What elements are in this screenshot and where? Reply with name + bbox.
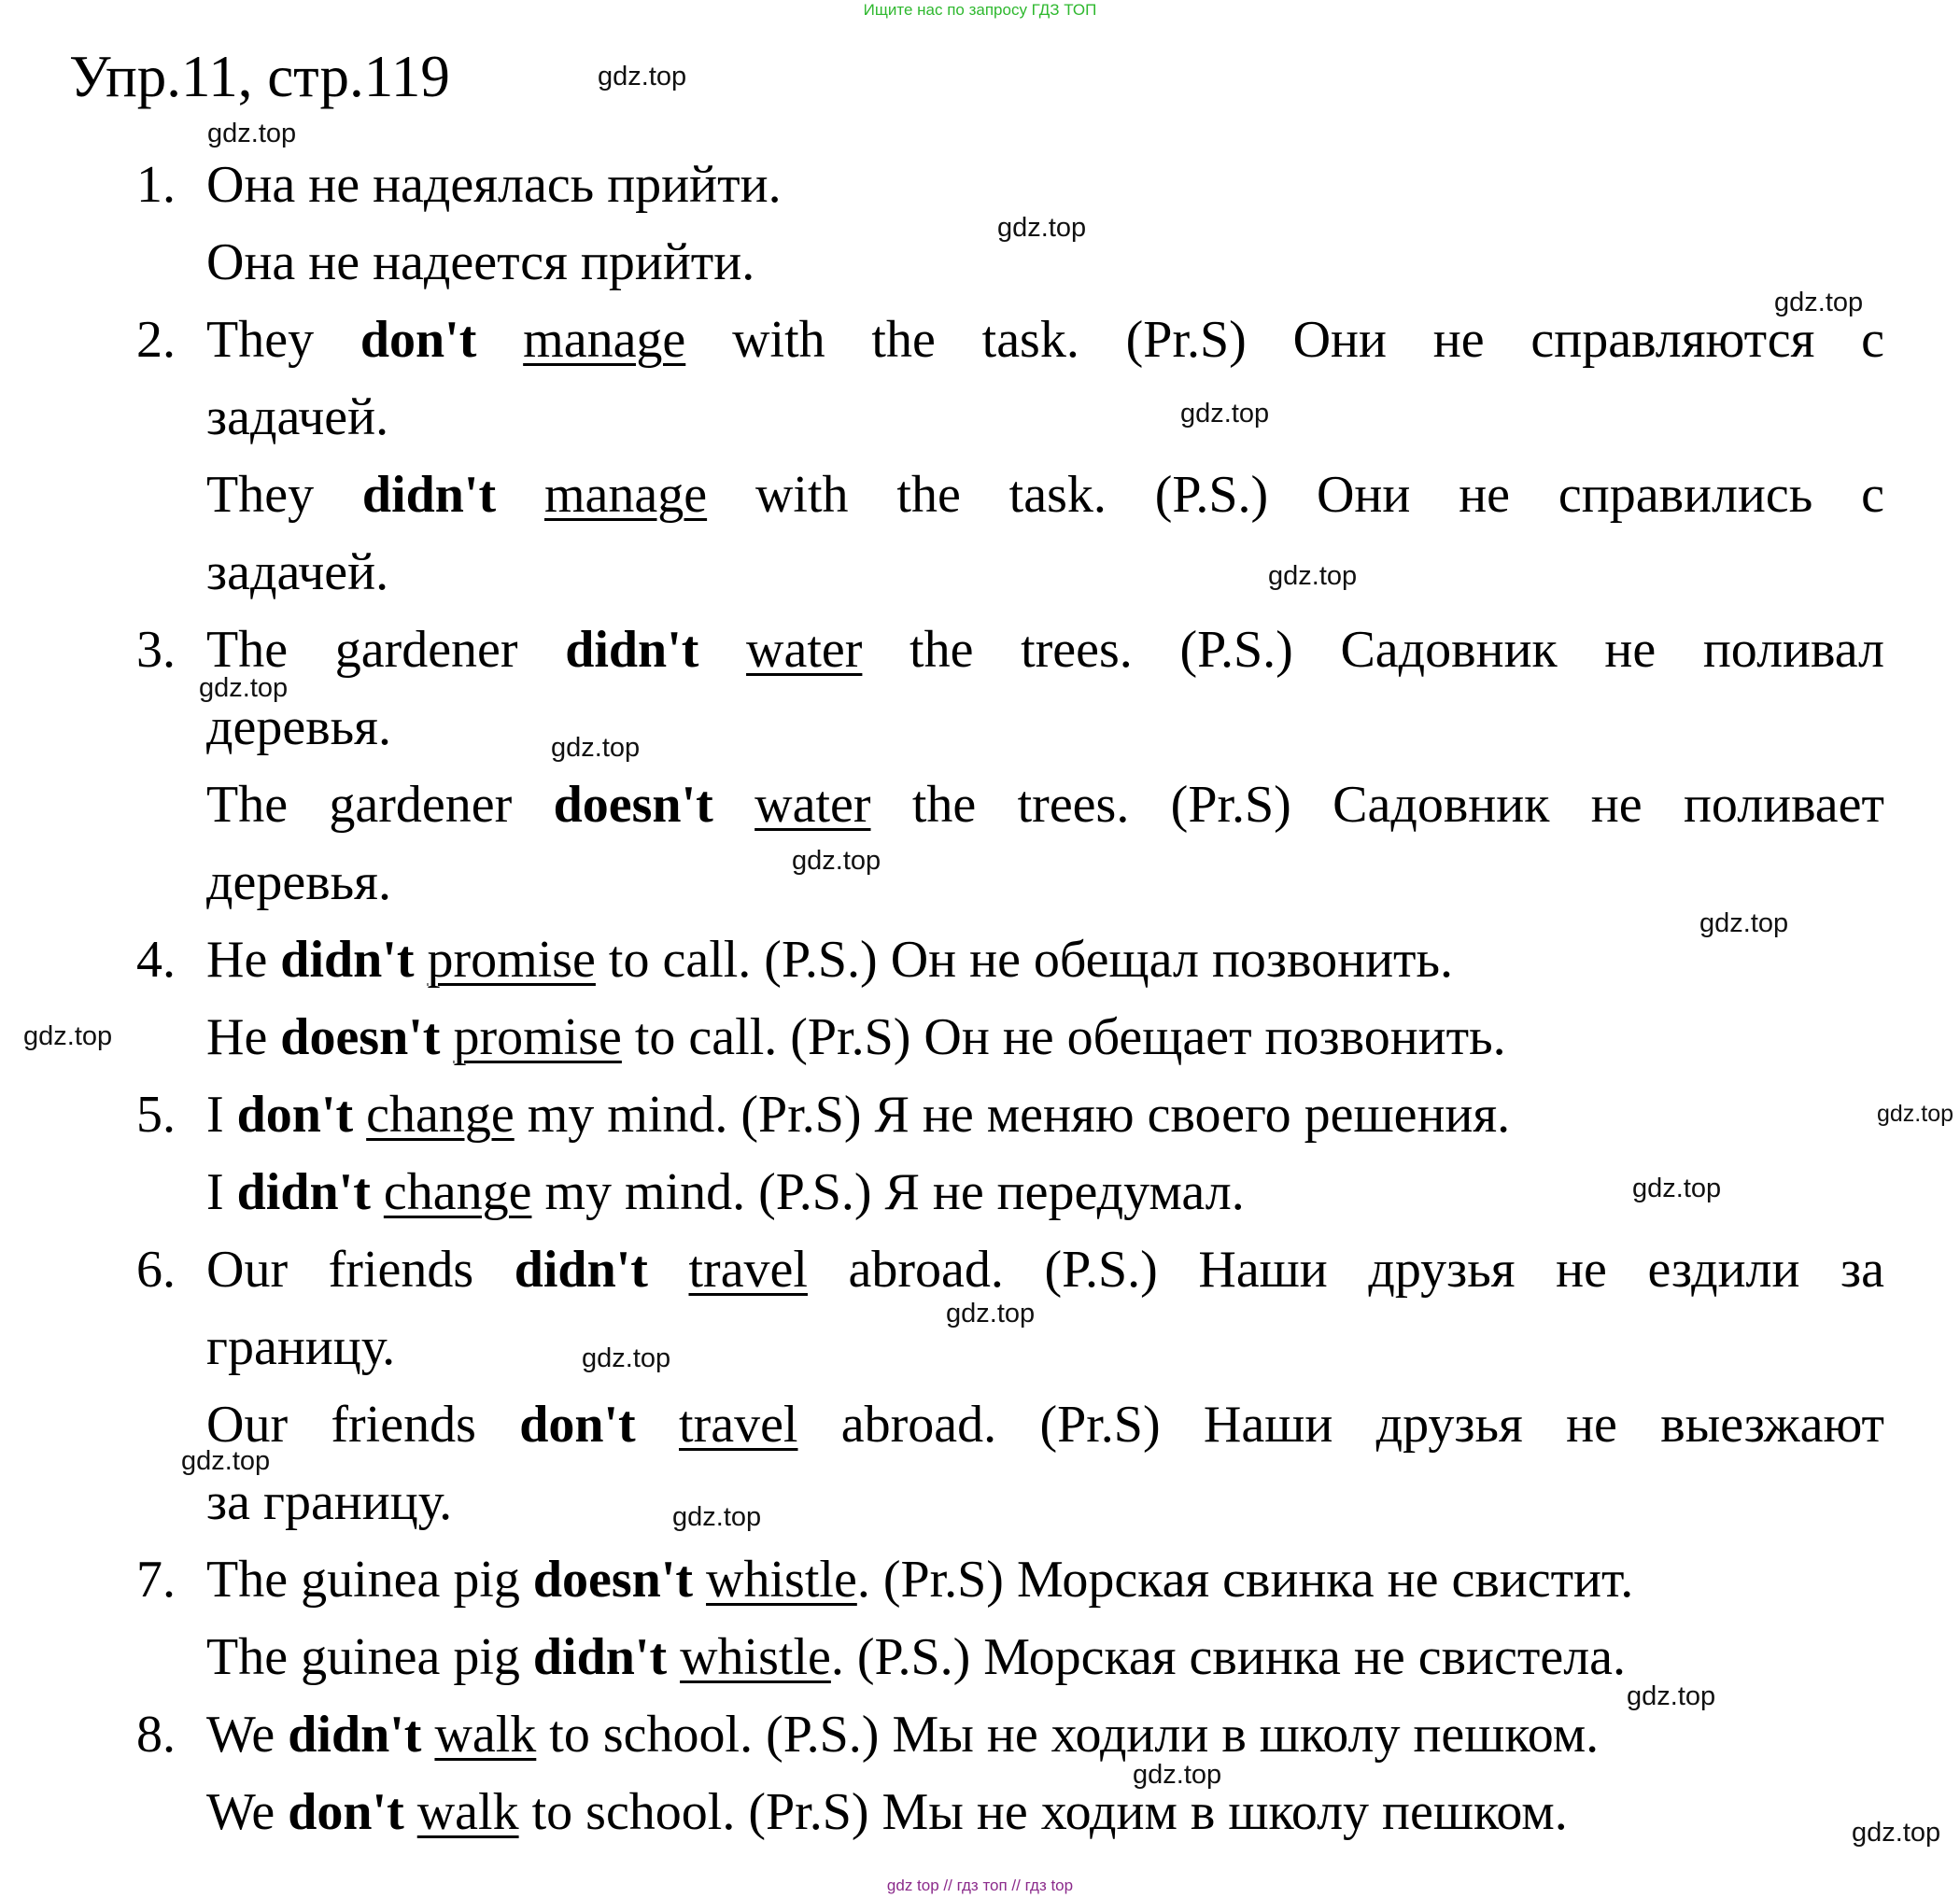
sentence-line	[206, 690, 1884, 765]
watermark: gdz.top	[946, 1299, 1036, 1329]
sentence-line	[206, 845, 1884, 920]
text-segment: He	[206, 931, 281, 989]
page-title: Упр.11, стр.119	[69, 44, 450, 109]
item-number: 3.	[136, 621, 176, 679]
text-segment	[496, 466, 544, 524]
main-verb: manage	[543, 466, 708, 524]
text-segment: The gardener	[206, 776, 554, 834]
sentence-line	[206, 767, 1884, 842]
auxiliary-verb: don't	[236, 1086, 354, 1144]
text-segment	[693, 1551, 706, 1609]
main-verb: walk	[416, 1783, 519, 1841]
text-segment: They	[206, 466, 362, 524]
text-segment: the trees. (Pr.S) Садовник не поливает	[870, 776, 1884, 834]
auxiliary-verb: don't	[519, 1396, 636, 1454]
main-verb: promise	[453, 1008, 622, 1066]
auxiliary-verb: doesn't	[280, 1008, 441, 1066]
text-segment: the trees. (P.S.) Садовник не поливал	[862, 621, 1884, 679]
auxiliary-verb: didn't	[532, 1628, 668, 1686]
main-verb: water	[754, 776, 871, 834]
text-segment: Our friends	[206, 1241, 515, 1299]
sentence-line	[206, 1310, 1884, 1385]
text-segment: We	[206, 1706, 289, 1764]
text-segment: границу.	[206, 1318, 396, 1376]
main-verb: travel	[679, 1396, 798, 1454]
watermark: gdz.top	[551, 733, 641, 763]
watermark: gdz.top	[207, 119, 297, 148]
text-segment: The guinea pig	[206, 1628, 533, 1686]
text-segment: . (Pr.S) Морская свинка не свистит.	[856, 1551, 1634, 1609]
text-segment: We	[206, 1783, 289, 1841]
text-segment: to school. (Pr.S) Мы не ходим в школу пешком.	[518, 1783, 1568, 1841]
sentence-line	[206, 612, 1884, 687]
text-segment	[476, 311, 523, 369]
watermark: gdz.top	[199, 673, 289, 703]
item-number: 7.	[136, 1551, 176, 1609]
main-verb: whistle	[706, 1551, 857, 1609]
text-segment: I	[206, 1086, 237, 1144]
sentence-line	[206, 922, 1884, 997]
text-segment: The guinea pig	[206, 1551, 533, 1609]
text-segment: with the task. (P.S.) Они не справились с	[707, 466, 1884, 524]
sentence-line	[206, 1232, 1884, 1307]
main-verb: travel	[688, 1241, 808, 1299]
main-verb: whistle	[680, 1628, 831, 1686]
text-segment	[648, 1241, 689, 1299]
watermark: gdz.top	[997, 213, 1087, 243]
watermark: gdz.top	[1774, 288, 1864, 317]
item-number: 4.	[136, 931, 176, 989]
watermark: gdz.top	[181, 1446, 271, 1476]
sentence-line	[206, 457, 1884, 532]
auxiliary-verb: didn't	[514, 1241, 648, 1299]
text-segment: задачей.	[206, 388, 389, 446]
watermark: gdz.top	[1627, 1681, 1716, 1711]
main-verb: manage	[523, 311, 686, 369]
text-segment: Она не надеется прийти.	[206, 233, 755, 291]
text-segment	[371, 1163, 384, 1221]
text-segment: деревья.	[206, 698, 391, 756]
text-segment: my mind. (Pr.S) Я не меняю своего решения.	[514, 1086, 1511, 1144]
text-segment: I	[206, 1163, 237, 1221]
sentence-line	[206, 1775, 1884, 1849]
main-verb: change	[366, 1086, 515, 1144]
auxiliary-verb: didn't	[236, 1163, 371, 1221]
watermark: gdz.top	[672, 1502, 762, 1532]
watermark: gdz.top	[1699, 908, 1789, 938]
watermark: gdz.top	[1877, 1101, 1954, 1127]
main-verb: promise	[427, 931, 596, 989]
sentence-line	[206, 302, 1884, 377]
watermark: gdz.top	[598, 62, 687, 91]
sentence-line	[206, 380, 1884, 455]
auxiliary-verb: didn't	[288, 1706, 422, 1764]
text-segment: Она не надеялась прийти.	[206, 156, 782, 214]
text-segment: my mind. (P.S.) Я не передумал.	[531, 1163, 1245, 1221]
item-number: 2.	[136, 311, 176, 369]
text-segment: задачей.	[206, 543, 389, 601]
auxiliary-verb: don't	[360, 311, 477, 369]
auxiliary-verb: didn't	[565, 621, 699, 679]
sentence-line	[206, 1000, 1884, 1075]
sentence-line	[206, 1542, 1884, 1617]
watermark: gdz.top	[1180, 399, 1270, 429]
text-segment	[440, 1008, 453, 1066]
text-segment: with the task. (Pr.S) Они не справляются с	[685, 311, 1884, 369]
sentence-line	[206, 1465, 1884, 1539]
watermark: gdz.top	[1632, 1174, 1722, 1203]
text-segment	[667, 1628, 680, 1686]
text-segment: . (P.S.) Морская свинка не свистела.	[830, 1628, 1626, 1686]
watermark: gdz.top	[1852, 1818, 1941, 1848]
text-segment: деревья.	[206, 853, 391, 911]
top-banner[interactable]: Ищите нас по запросу ГДЗ ТОП	[863, 1, 1097, 19]
text-segment: to call. (P.S.) Он не обещал позвонить.	[595, 931, 1454, 989]
text-segment	[404, 1783, 417, 1841]
watermark: gdz.top	[1268, 561, 1358, 591]
text-segment: Our friends	[206, 1396, 520, 1454]
auxiliary-verb: doesn't	[532, 1551, 694, 1609]
item-number: 5.	[136, 1086, 176, 1144]
text-segment: to call. (Pr.S) Он не обещает позвонить.	[621, 1008, 1506, 1066]
main-verb: change	[383, 1163, 532, 1221]
text-segment: He	[206, 1008, 281, 1066]
text-segment: abroad. (Pr.S) Наши друзья не выезжают	[797, 1396, 1885, 1454]
auxiliary-verb: didn't	[280, 931, 415, 989]
item-number: 1.	[136, 156, 176, 214]
text-segment	[353, 1086, 366, 1144]
main-verb: water	[746, 621, 863, 679]
sentence-line	[206, 1077, 1884, 1152]
text-segment: abroad. (P.S.) Наши друзья не ездили за	[807, 1241, 1885, 1299]
text-segment: за границу.	[206, 1473, 453, 1531]
text-segment	[713, 776, 754, 834]
text-segment: to school. (P.S.) Мы не ходили в школу пешком.	[536, 1706, 1600, 1764]
sentence-line	[206, 148, 1884, 222]
main-verb: walk	[434, 1706, 537, 1764]
text-segment	[636, 1396, 679, 1454]
text-segment: The gardener	[206, 621, 566, 679]
sentence-line	[206, 535, 1884, 610]
sentence-line	[206, 1387, 1884, 1462]
footer[interactable]: gdz top // гдз топ // гдз top	[886, 1877, 1074, 1894]
auxiliary-verb: didn't	[361, 466, 497, 524]
watermark: gdz.top	[582, 1343, 671, 1373]
item-number: 8.	[136, 1706, 176, 1764]
watermark: gdz.top	[1133, 1760, 1222, 1790]
auxiliary-verb: doesn't	[553, 776, 713, 834]
text-segment	[421, 1706, 434, 1764]
text-segment	[698, 621, 746, 679]
watermark: gdz.top	[23, 1021, 113, 1051]
text-segment: They	[206, 311, 360, 369]
text-segment	[415, 931, 428, 989]
watermark: gdz.top	[792, 846, 881, 876]
auxiliary-verb: don't	[288, 1783, 404, 1841]
item-number: 6.	[136, 1241, 176, 1299]
